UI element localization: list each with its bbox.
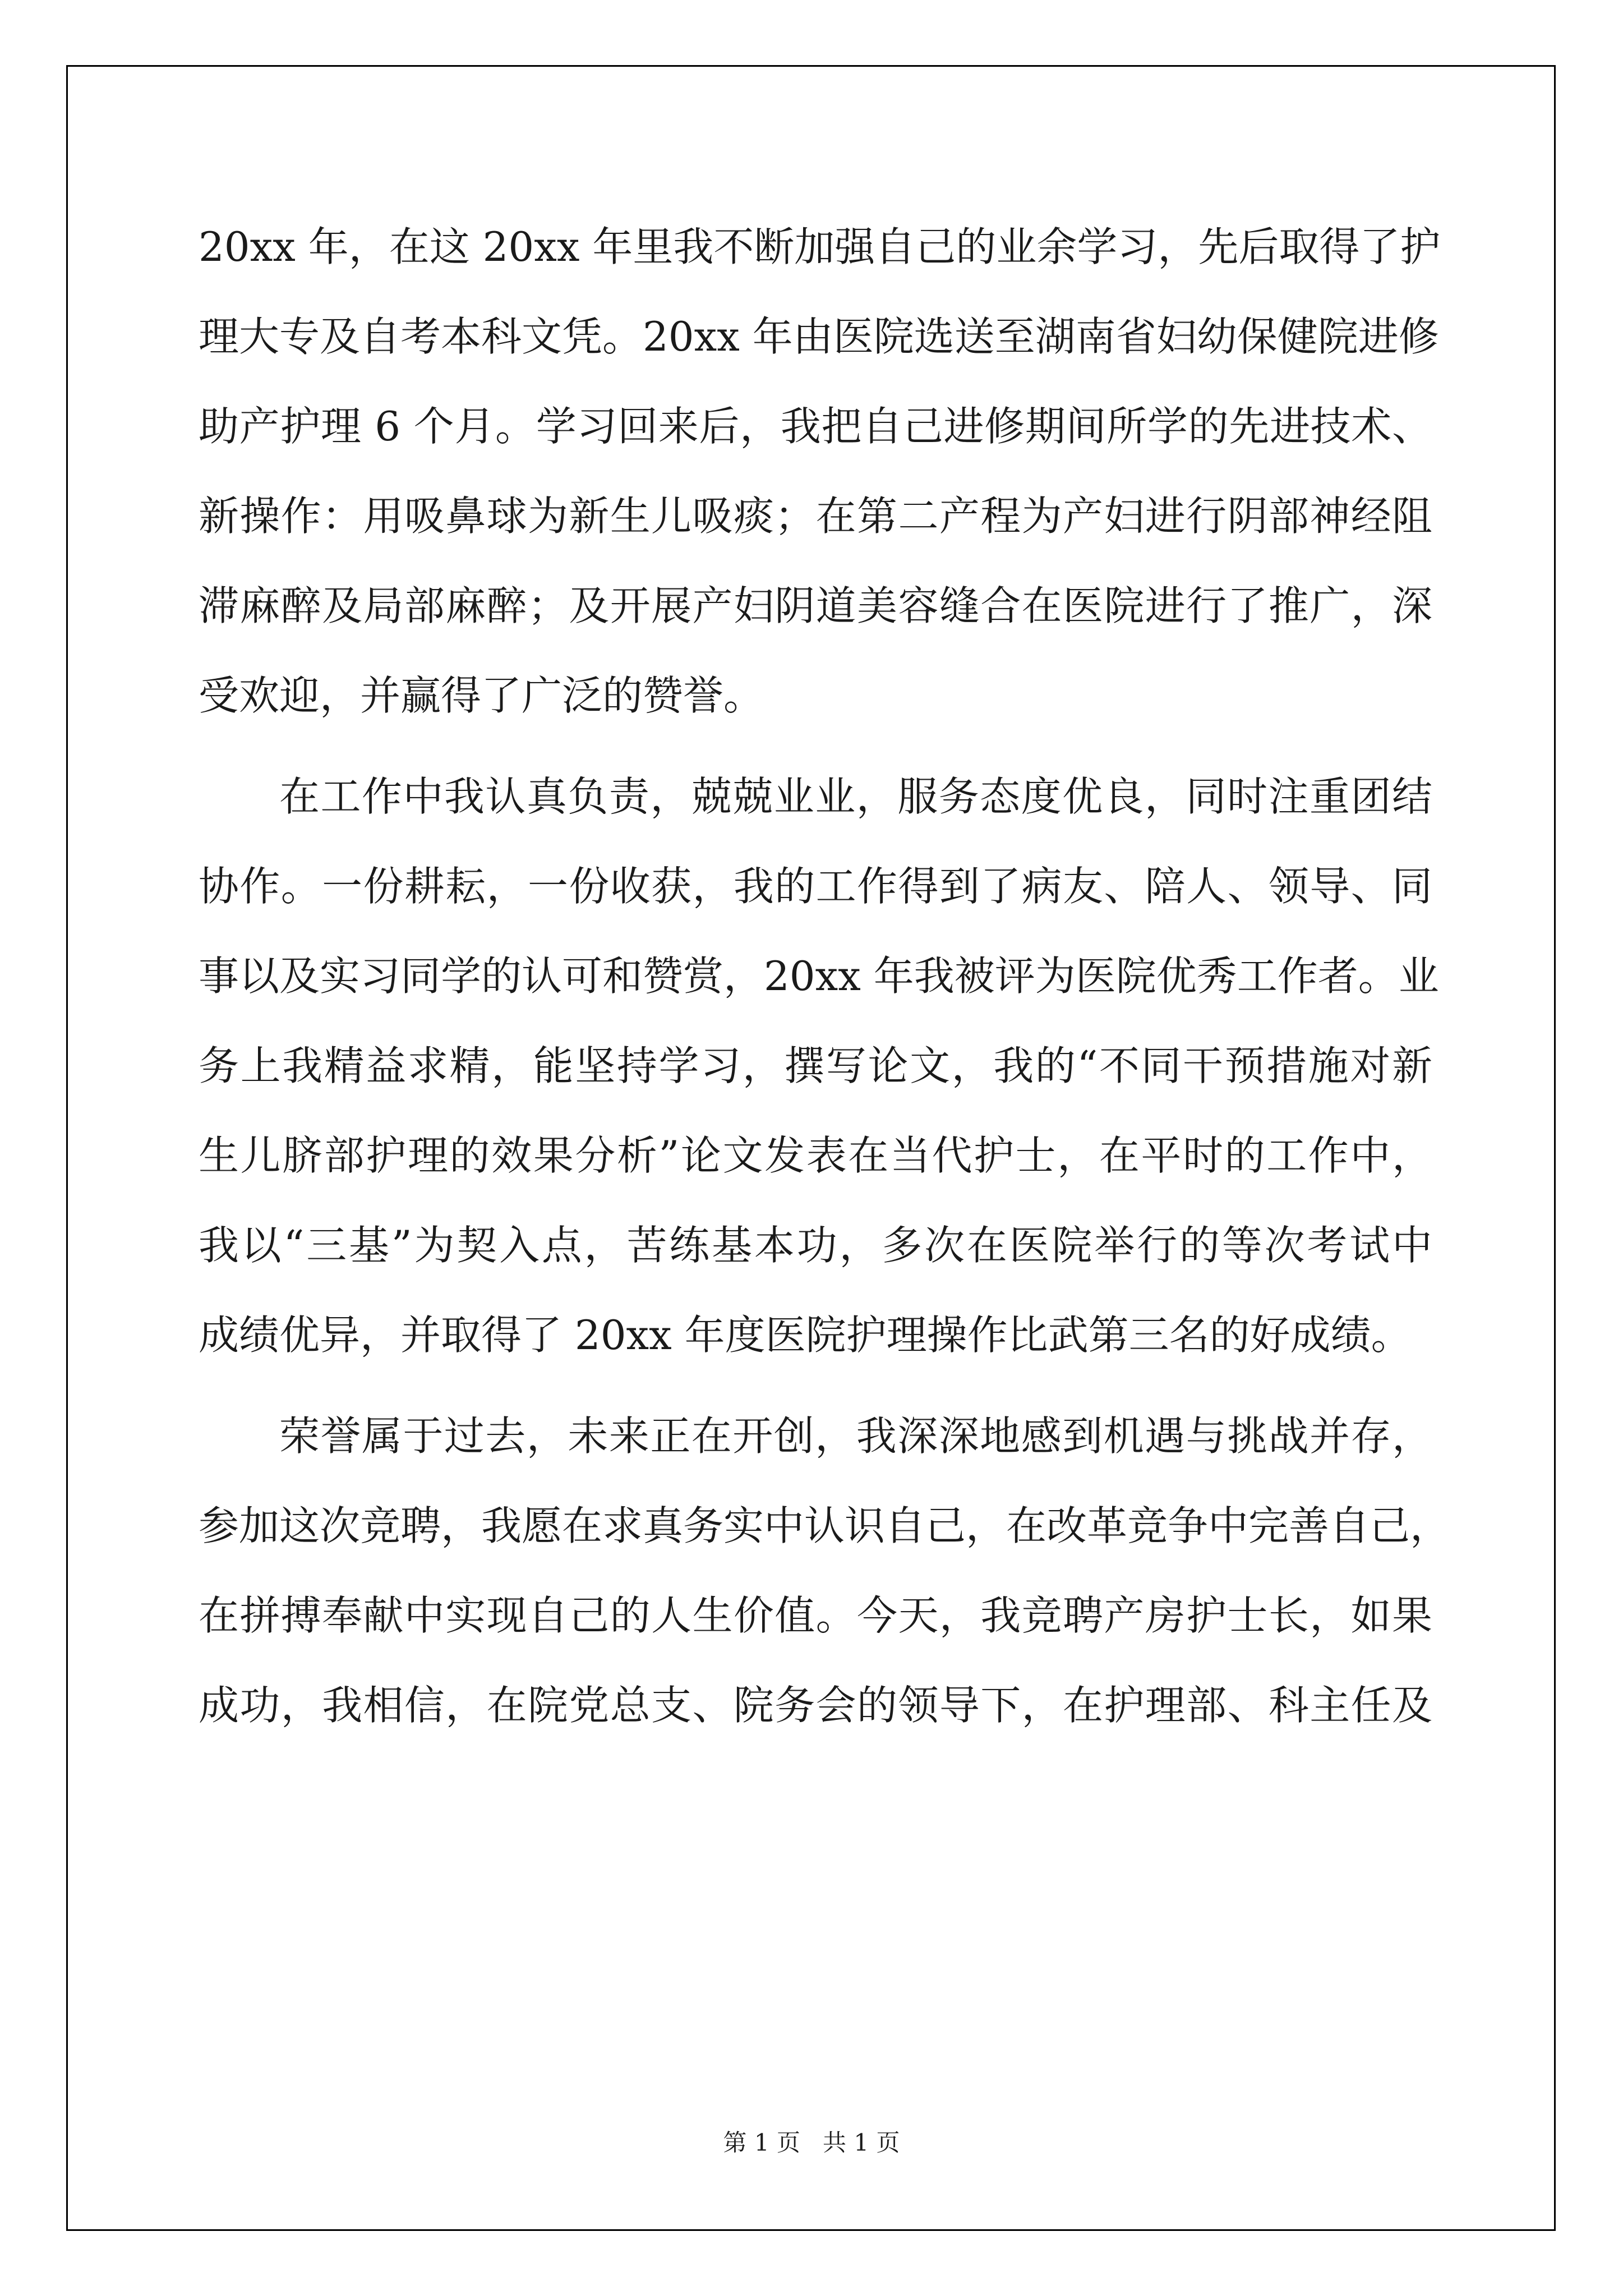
- paragraph-first-line: 在工作中我认真负责，兢兢业业，服务态度优良，同时注重团结: [279, 773, 1432, 820]
- body-text-line: 事以及实习同学的认可和赞赏，20xx 年我被评为医院优秀工作者。业: [199, 953, 1439, 1000]
- body-text-line: 务上我精益求精，能坚持学习，撰写论文，我的“不同干预措施对新: [199, 1042, 1432, 1089]
- body-text-line: 生儿脐部护理的效果分析”论文发表在当代护士，在平时的工作中，: [199, 1132, 1432, 1179]
- body-text-line: 成功，我相信，在院党总支、院务会的领导下，在护理部、科主任及: [199, 1682, 1432, 1729]
- body-text-line: 新操作：用吸鼻球为新生儿吸痰；在第二产程为产妇进行阴部神经阻: [199, 493, 1432, 540]
- body-text-line: 滞麻醉及局部麻醉；及开展产妇阴道美容缝合在医院进行了推广，深: [199, 582, 1432, 629]
- paragraph-first-line: 荣誉属于过去，未来正在开创，我深深地感到机遇与挑战并存，: [279, 1412, 1432, 1460]
- body-text-line: 理大专及自考本科文凭。20xx 年由医院选送至湖南省妇幼保健院进修: [199, 313, 1439, 360]
- body-text-line: 协作。一份耕耘，一份收获，我的工作得到了病友、陪人、领导、同: [199, 863, 1432, 910]
- body-text-line: 参加这次竞聘，我愿在求真务实中认识自己，在改革竞争中完善自己，: [199, 1502, 1451, 1549]
- page-footer: 第 1 页 共 1 页: [723, 2129, 900, 2156]
- body-text-line: 20xx 年，在这 20xx 年里我不断加强自己的业余学习，先后取得了护: [199, 223, 1441, 270]
- body-text-line: 在拼搏奉献中实现自己的人生价值。今天，我竞聘产房护士长，如果: [199, 1592, 1432, 1639]
- body-text-line: 成绩优异，并取得了 20xx 年度医院护理操作比武第三名的好成绩。: [199, 1312, 1412, 1359]
- body-text-line: 助产护理 6 个月。学习回来后，我把自己进修期间所学的先进技术、: [199, 403, 1432, 450]
- body-text-line: 我以“三基”为契入点，苦练基本功，多次在医院举行的等次考试中: [199, 1222, 1432, 1269]
- body-text-line: 受欢迎，并赢得了广泛的赞誉。: [199, 672, 764, 719]
